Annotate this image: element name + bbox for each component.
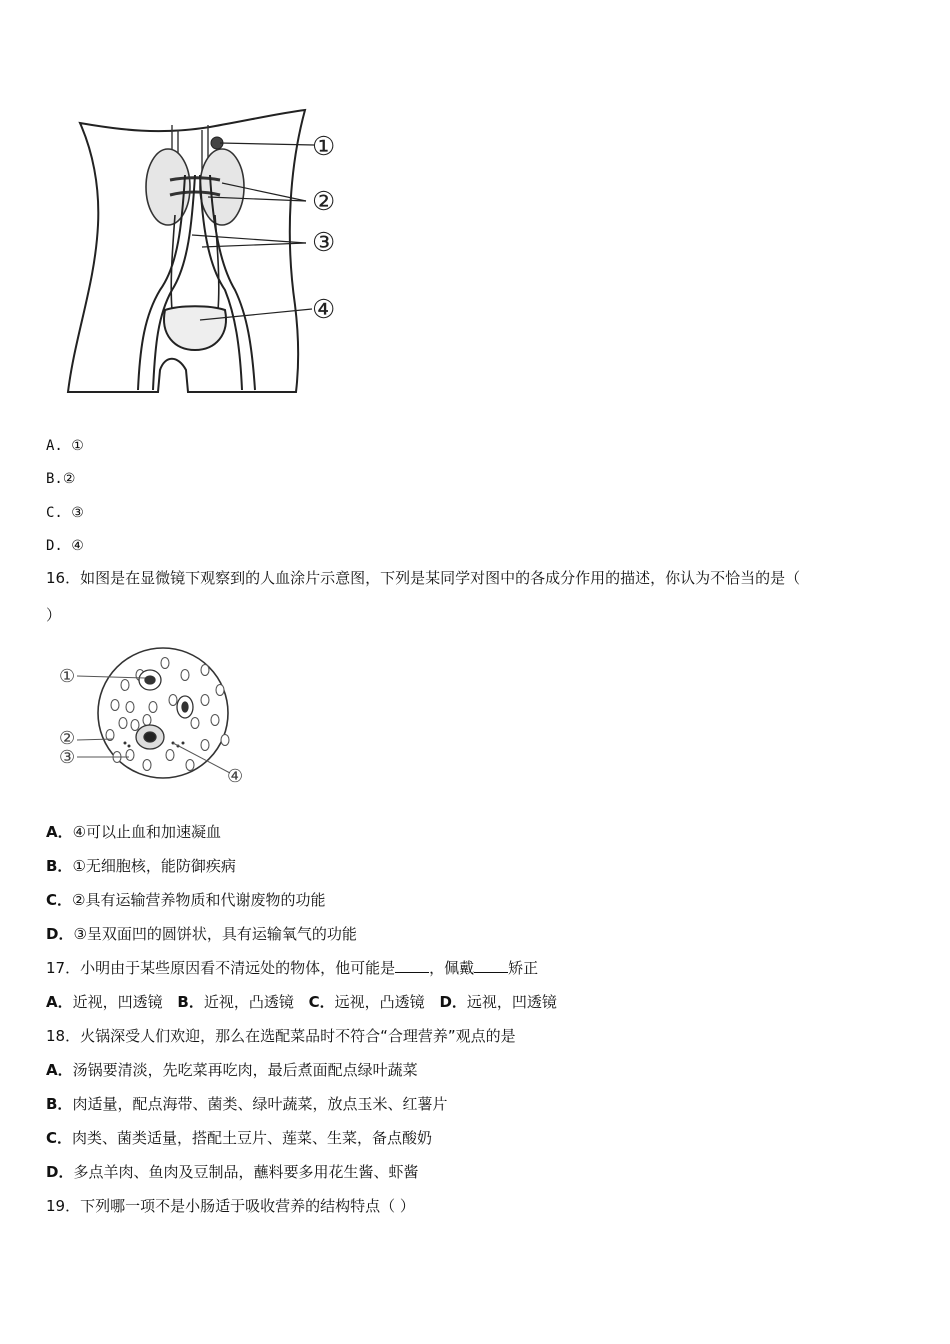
marker-3: ③ [312, 228, 336, 258]
answer-blank-1[interactable] [395, 958, 429, 973]
option-text: ④ [62, 538, 84, 554]
option-letter: A． [46, 1061, 73, 1079]
right-kidney [200, 149, 244, 225]
smear-marker-2: ② [59, 728, 76, 749]
q17-options [46, 992, 557, 1012]
q16-stem-line2: ） [46, 606, 62, 624]
q18-option-b[interactable] [46, 1094, 447, 1114]
q16-option-c[interactable] [46, 890, 325, 910]
answer-blank-2[interactable] [474, 958, 508, 973]
marker-4: ④ [312, 295, 336, 325]
q16-option-b[interactable] [46, 856, 236, 876]
q16-stem-line1: 16．如图是在显微镜下观察到的人血涂片示意图，下列是某同学对图中的各成分作用的描述，你认为不恰当的是（ [46, 569, 801, 587]
option-text: 肉类、菌类适量，搭配土豆片、莲菜、生菜，备点酸奶 [72, 1129, 433, 1147]
q16-option-d[interactable] [46, 924, 357, 944]
q17-option-d[interactable] [439, 993, 556, 1011]
option-letter: B． [46, 857, 73, 875]
marker-1: ① [312, 132, 336, 162]
option-letter: A． [46, 823, 73, 841]
q18-option-d[interactable] [46, 1162, 418, 1182]
figure1-markers [312, 132, 335, 325]
option-letter: B． [177, 993, 204, 1011]
option-letter: D． [46, 925, 74, 943]
smear-marker-4: ④ [227, 766, 244, 787]
marker-2: ② [312, 187, 336, 217]
q15-option-b[interactable] [46, 469, 75, 489]
option-text: 近视，凸透镜 [203, 993, 294, 1011]
option-text: 多点羊肉、鱼肉及豆制品，蘸料要多用花生酱、虾酱 [73, 1163, 419, 1181]
q17-option-a[interactable] [46, 993, 163, 1011]
q18-stem: 18．火锅深受人们欢迎，那么在选配菜品时不符合“合理营养”观点的是 [46, 1027, 516, 1045]
blood-smear-figure [55, 645, 255, 790]
q15-option-c[interactable] [46, 503, 84, 523]
option-text: 肉适量，配点海带、菌类、绿叶蔬菜，放点玉米、红薯片 [72, 1095, 448, 1113]
q18-option-c[interactable] [46, 1128, 432, 1148]
q17-stem-c: 矫正 [508, 959, 539, 977]
q17-option-b[interactable] [177, 993, 293, 1011]
q17-option-c[interactable] [309, 993, 425, 1011]
option-text: ①无细胞核，能防御疾病 [72, 857, 236, 875]
q17-stem-a: 17．小明由于某些原因看不清远处的物体，他可能是 [46, 959, 396, 977]
option-text: ④可以止血和加速凝血 [72, 823, 222, 841]
option-letter: D． [439, 993, 467, 1011]
q17-stem [46, 958, 538, 978]
option-letter: B． [46, 1095, 73, 1113]
smear-marker-1: ① [59, 666, 76, 687]
option-text: 远视，凸透镜 [334, 993, 425, 1011]
option-text: 远视，凹透镜 [466, 993, 557, 1011]
urinary-system-figure [60, 105, 360, 400]
option-text: ② [62, 471, 76, 487]
option-text: 近视，凹透镜 [72, 993, 163, 1011]
option-text: ③ [62, 505, 84, 521]
option-text: 汤锅要清淡，先吃菜再吃肉，最后煮面配点绿叶蔬菜 [72, 1061, 418, 1079]
option-letter: C． [308, 993, 335, 1011]
option-text: ③呈双面凹的圆饼状，具有运输氧气的功能 [73, 925, 357, 943]
option-letter: D． [46, 1163, 74, 1181]
option-letter: C． [46, 891, 73, 909]
smear-marker-3: ③ [59, 747, 76, 768]
option-letter: D. [46, 538, 63, 554]
option-letter: B. [46, 471, 63, 487]
option-letter: C． [46, 1129, 73, 1147]
bladder [164, 306, 226, 350]
option-letter: A. [46, 438, 63, 454]
option-text: ① [62, 438, 84, 454]
option-text: ②具有运输营养物质和代谢废物的功能 [72, 891, 326, 909]
option-letter: A． [46, 993, 73, 1011]
q17-stem-b: ，佩戴 [429, 959, 475, 977]
q15-option-a[interactable] [46, 436, 84, 456]
q18-option-a[interactable] [46, 1060, 418, 1080]
option-letter: C. [46, 505, 63, 521]
q16-option-a[interactable] [46, 822, 221, 842]
q15-option-d[interactable] [46, 536, 84, 556]
q19-stem: 19．下列哪一项不是小肠适于吸收营养的结构特点（ ） [46, 1197, 415, 1215]
